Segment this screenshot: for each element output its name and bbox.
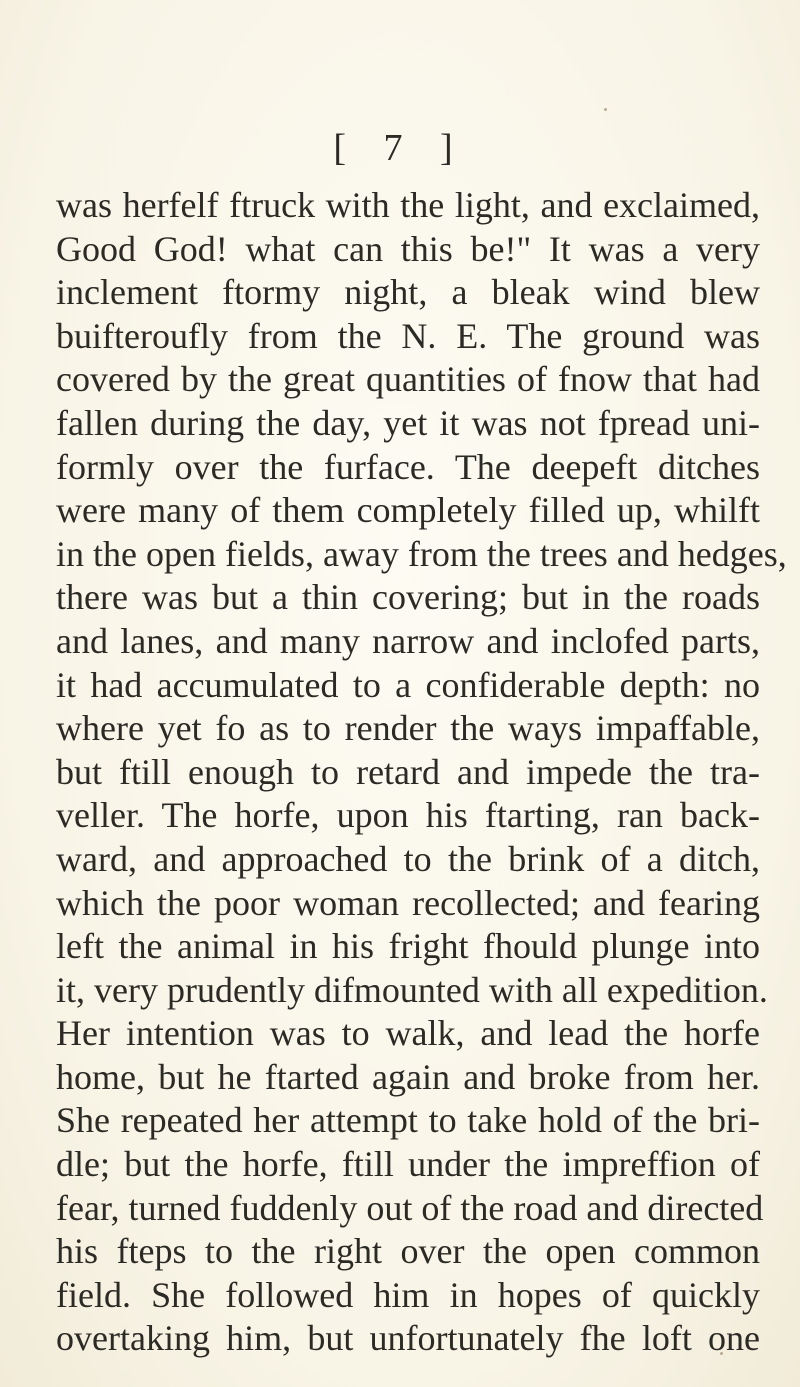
paper-speck <box>604 108 607 111</box>
text-line: covered by the great quantities of fnow that had <box>56 359 760 400</box>
text-line: Good God! what can this be!" It was a very <box>56 228 760 269</box>
text-line: Her intention was to walk, and lead the horfe <box>56 1013 760 1054</box>
text-line: in the open fields, away from the trees and hedges, <box>56 533 787 574</box>
text-line: buifteroufly from the N. E. The ground was <box>56 315 760 356</box>
text-line: fear, turned fuddenly out of the road and directed <box>56 1187 764 1228</box>
body-text <box>56 184 787 1361</box>
text-line: it, very prudently difmounted with all expedition. <box>56 969 768 1010</box>
text-line: formly over the furface. The deepeft ditches <box>56 446 760 487</box>
text-line: and lanes, and many narrow and inclofed parts, <box>56 620 760 661</box>
text-line: was herfelf ftruck with the light, and exclaimed, <box>56 185 760 225</box>
text-line: She repeated her attempt to take hold of the bri- <box>56 1100 760 1141</box>
text-line: inclement ftormy night, a bleak wind blew <box>56 272 760 313</box>
text-line: ward, and approached to the brink of a ditch, <box>56 838 760 879</box>
page-number: [ 7 ] <box>333 127 467 169</box>
text-line: dle; but the horfe, ftill under the impreffion of <box>56 1144 760 1185</box>
text-line: fallen during the day, yet it was not fpread uni- <box>56 402 760 443</box>
text-line: home, but he ftarted again and broke from her. <box>56 1056 760 1097</box>
text-line: his fteps to the right over the open common <box>56 1231 760 1272</box>
text-line: where yet fo as to render the ways impaffable, <box>56 708 760 749</box>
text-line: field. She followed him in hopes of quickly <box>56 1274 760 1315</box>
text-line: veller. The horfe, upon his ftarting, ran back- <box>56 795 760 836</box>
text-line: left the animal in his fright fhould plunge into <box>56 926 760 967</box>
text-line: there was but a thin covering; but in the roads <box>56 577 760 618</box>
text-line: it had accumulated to a confiderable depth: no <box>56 664 760 705</box>
text-line: were many of them completely filled up, whilft <box>56 490 760 531</box>
text-line: overtaking him, but unfortunately fhe loft one <box>56 1318 760 1359</box>
text-line: but ftill enough to retard and impede the tra- <box>56 751 760 792</box>
text-line: which the poor woman recollected; and fearing <box>56 882 760 923</box>
